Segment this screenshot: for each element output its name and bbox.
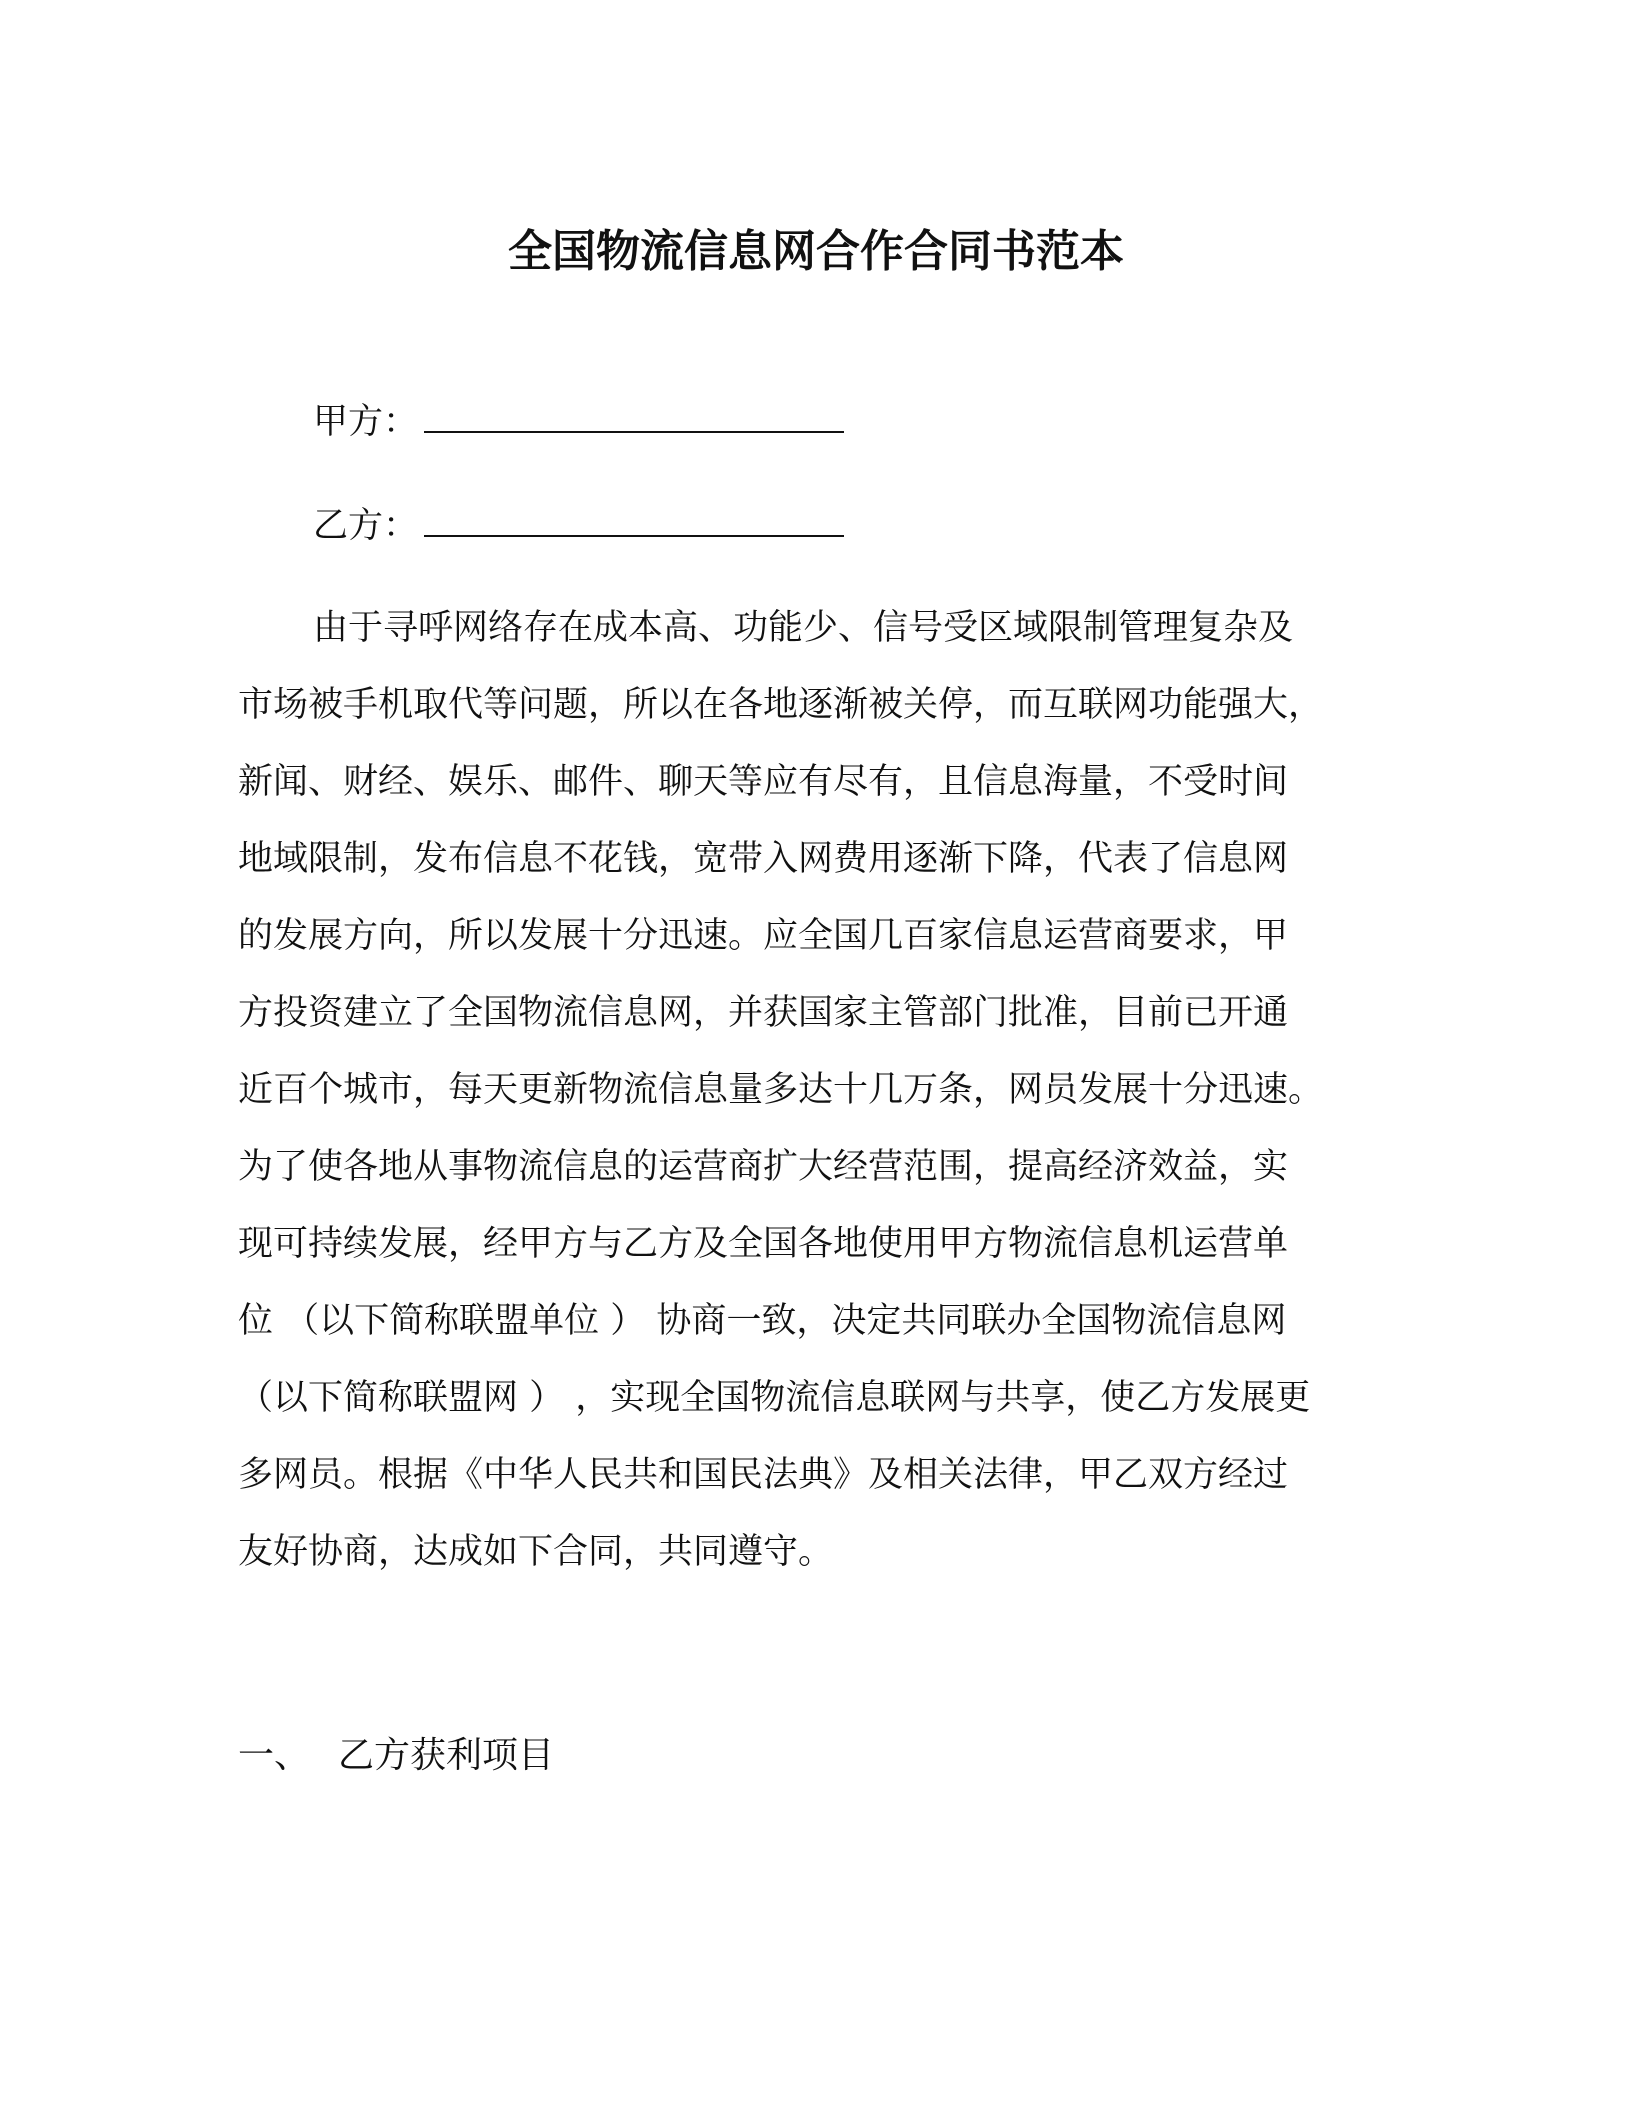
paragraph-line: 地域限制，发布信息不花钱，宽带入网费用逐渐下降，代表了信息网 (238, 839, 1289, 879)
section-1-heading (238, 1731, 554, 1781)
paragraph-line: 的发展方向，所以发展十分迅速。应全国几百家信息运营商要求，甲 (238, 916, 1289, 956)
paragraph-line: 新闻、财经、娱乐、邮件、聊天等应有尽有，且信息海量，不受时间 (238, 762, 1289, 802)
document-title: 全国物流信息网合作合同书范本 (508, 226, 1124, 277)
paragraph-line: 现可持续发展，经甲方与乙方及全国各地使用甲方物流信息机运营单 (238, 1224, 1289, 1264)
paragraph-line: 近百个城市，每天更新物流信息量多达十几万条，网员发展十分迅速。 (238, 1070, 1324, 1110)
paragraph-line: 市场被手机取代等问题，所以在各地逐渐被关停，而互联网功能强大， (238, 685, 1324, 725)
paragraph-line: 位 （以下简称联盟单位 ） 协商一致，决定共同联办全国物流信息网 (238, 1301, 1287, 1341)
party-a-line (313, 397, 844, 447)
paragraph-line: 为了使各地从事物流信息的运营商扩大经营范围，提高经济效益，实 (238, 1147, 1289, 1187)
party-a-label: 甲方： (313, 402, 419, 442)
paragraph-line: 由于寻呼网络存在成本高、功能少、信号受区域限制管理复杂及 (313, 608, 1294, 648)
party-b-blank (424, 505, 844, 537)
party-b-label: 乙方： (313, 506, 419, 546)
paragraph-line: （以下简称联盟网 ） ，实现全国物流信息联网与共享，使乙方发展更 (238, 1378, 1311, 1418)
section-1-title: 乙方获利项目 (338, 1735, 555, 1776)
party-b-line (313, 501, 844, 551)
section-1-number: 一、 (238, 1735, 311, 1776)
paragraph-line: 方投资建立了全国物流信息网，并获国家主管部门批准，目前已开通 (238, 993, 1289, 1033)
preamble-paragraph (238, 606, 1378, 1607)
party-a-blank (424, 401, 844, 433)
paragraph-line: 多网员。根据《中华人民共和国民法典》及相关法律，甲乙双方经过 (238, 1455, 1289, 1495)
paragraph-line: 友好协商，达成如下合同，共同遵守。 (238, 1532, 834, 1572)
